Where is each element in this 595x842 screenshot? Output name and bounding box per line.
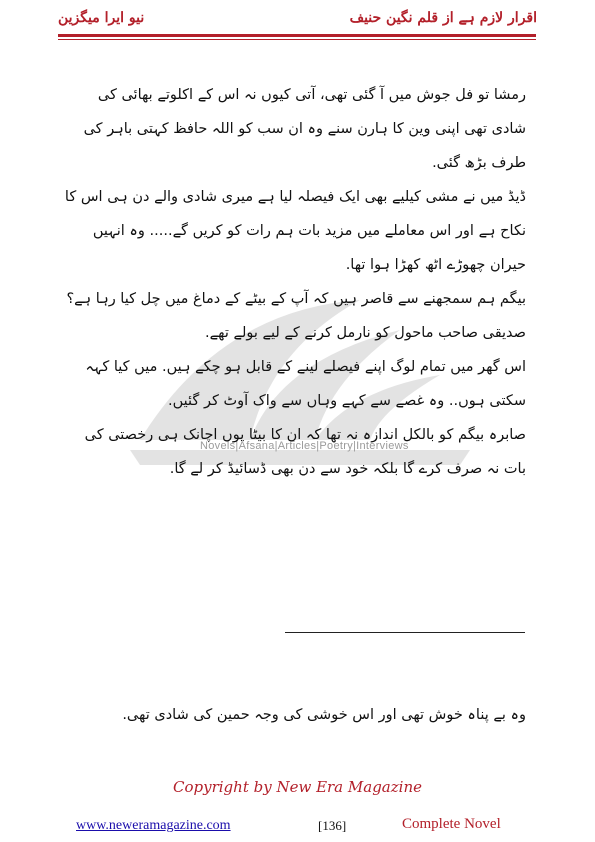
paragraph: بیگم ہم سمجھنے سے قاصر ہیں کہ آپ کے بیٹے کے دماغ میں چل کیا رہا ہے؟ صدیقی صاحب ماحول کو نارمل کرنے کے لیے بولے تھے.	[66, 291, 526, 341]
novel-title: اقرار لازم ہے از قلم نگین حنیف	[349, 10, 537, 26]
copyright-notice: Copyright by New Era Magazine	[173, 778, 422, 796]
paragraph: اس گھر میں تمام لوگ اپنے فیصلے لینے کے قابل ہو چکے ہیں. میں کیا کہہ سکتی ہوں.. وہ غصے سے کہے وہاں سے واک آوٹ کر گئیں.	[85, 359, 526, 409]
header-rule-thin	[58, 39, 536, 40]
article-body	[64, 78, 526, 486]
paragraph: رمشا تو فل جوش میں آ گئی تھی، آتی کیوں نہ اس کے اکلوتے بھائی کی شادی تھی اپنی وین کا ہارن سنے وہ ان سب کو اللہ حافظ کہتی باہر کی طرف بڑھ گئی.	[83, 87, 526, 171]
complete-novel-label: Complete Novel	[402, 816, 501, 832]
page-header	[0, 0, 595, 46]
paragraph-after-divider: وہ بے پناہ خوش تھی اور اس خوشی کی وجہ حمین کی شادی تھی.	[122, 707, 526, 723]
header-rule	[58, 34, 536, 37]
watermark-text: Novels|Afsana|Articles|Poetry|Interviews	[200, 440, 409, 452]
website-link[interactable]: www.neweramagazine.com	[76, 818, 231, 833]
paragraph: صابرہ بیگم کو بالکل اندازہ نہ تھا کہ ان کا بیٹا یوں اچانک ہی رخصتی کی بات نہ صرف کرے گا بلکہ خود سے دن بھی ڈسائیڈ کر لے گا.	[84, 427, 526, 477]
paragraph: ڈیڈ میں نے مشی کیلیے بھی ایک فیصلہ لیا ہے میری شادی والے دن ہی اس کا نکاح ہے اور اس معاملے میں مزید بات ہم رات کو کریں گے..... وہ انہیں حیران چھوڑے اٹھ کھڑا ہوا تھا.	[64, 189, 526, 273]
magazine-name: نیو ایرا میگزین	[58, 10, 145, 26]
page-number: [136]	[318, 818, 347, 833]
section-divider	[285, 632, 525, 633]
